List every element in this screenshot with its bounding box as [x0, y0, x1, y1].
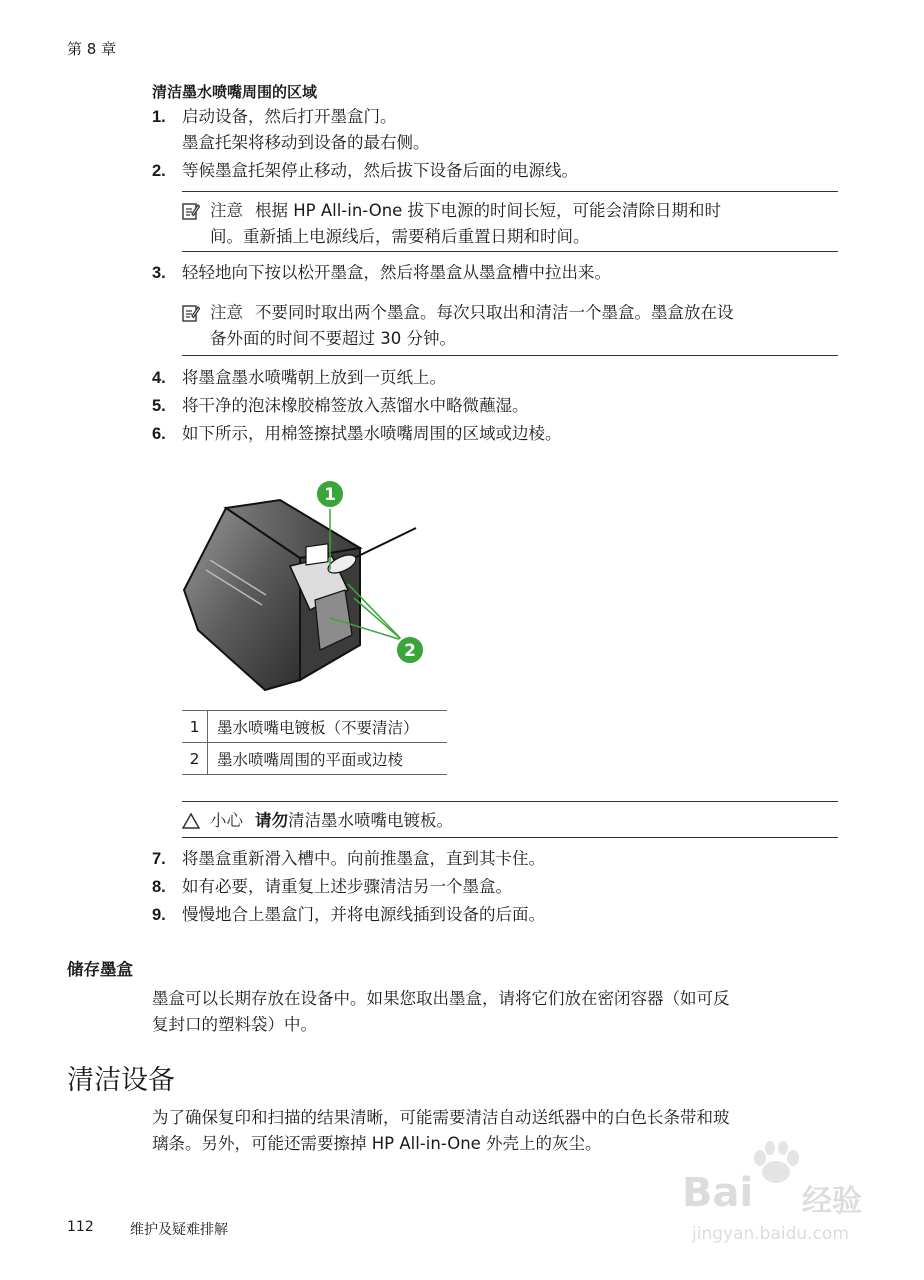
- callout-text: 墨水喷嘴电镀板（不要清洁）: [208, 711, 448, 743]
- subheading: 清洁墨水喷嘴周围的区域: [152, 83, 318, 101]
- callout-number: 2: [182, 743, 208, 775]
- step-9: [152, 902, 545, 928]
- clean-device-line-2: 璃条。另外，可能还需要擦掉 HP All-in-One 外壳上的灰尘。: [152, 1134, 602, 1153]
- clean-device-line-1: 为了确保复印和扫描的结果清晰，可能需要清洁自动送纸器中的白色长条带和玻: [152, 1108, 730, 1127]
- step-text: 等候墨盒托架停止移动，然后拔下设备后面的电源线。: [182, 161, 578, 180]
- baidu-watermark: [682, 1140, 872, 1250]
- callout-number: 1: [182, 711, 208, 743]
- storage-line-1: 墨盒可以长期存放在设备中。如果您取出墨盒，请将它们放在密闭容器（如可反: [152, 989, 730, 1008]
- note-text-line-2: 备外面的时间不要超过 30 分钟。: [210, 329, 456, 348]
- callout-table: [182, 710, 447, 775]
- svg-text:2: 2: [404, 641, 416, 661]
- step-text: 如有必要，请重复上述步骤清洁另一个墨盒。: [182, 877, 512, 896]
- step-number: 8.: [152, 878, 166, 896]
- step-number: 4.: [152, 369, 166, 387]
- step-number: 7.: [152, 850, 166, 868]
- step-text: 如下所示，用棉签擦拭墨水喷嘴周围的区域或边棱。: [182, 424, 562, 443]
- step-number: 5.: [152, 397, 166, 415]
- step-2: [152, 158, 578, 184]
- note-label: 注意: [210, 303, 243, 322]
- step-7: [152, 846, 545, 872]
- note-rule-bottom: [182, 251, 838, 252]
- note-rule-top: [182, 191, 838, 192]
- step-number: 1.: [152, 108, 166, 126]
- paw-logo-icon: [750, 1140, 802, 1186]
- step-5: [152, 393, 529, 419]
- caution-rule-top: [182, 801, 838, 802]
- step-number: 3.: [152, 264, 166, 282]
- step-text: 将干净的泡沫橡胶棉签放入蒸馏水中略微蘸湿。: [182, 396, 529, 415]
- chapter-label: 第 8 章: [67, 40, 117, 58]
- storage-line-2: 复封口的塑料袋）中。: [152, 1015, 317, 1034]
- clean-device-heading: 清洁设备: [67, 1065, 175, 1096]
- page-number: 112: [67, 1219, 94, 1235]
- caution: [182, 808, 838, 834]
- step-text: 轻轻地向下按以松开墨盒，然后将墨盒从墨盒槽中拉出来。: [182, 263, 611, 282]
- step-number: 2.: [152, 162, 166, 180]
- note-1: [182, 198, 838, 250]
- callout-row: [182, 711, 447, 743]
- watermark-url: jingyan.baidu.com: [692, 1224, 849, 1244]
- caution-label: 小心: [210, 811, 243, 830]
- step-8: [152, 874, 512, 900]
- step-1-continuation: 墨盒托架将移动到设备的最右侧。: [182, 133, 430, 152]
- storage-heading: 储存墨盒: [67, 960, 133, 979]
- step-text: 将墨盒重新滑入槽中。向前推墨盒，直到其卡住。: [182, 849, 545, 868]
- callout-row: [182, 743, 447, 775]
- watermark-brand: Bai: [682, 1170, 754, 1216]
- step-6: [152, 421, 562, 447]
- step-text: 启动设备，然后打开墨盒门。: [182, 107, 397, 126]
- step-1: [152, 104, 397, 130]
- svg-text:1: 1: [324, 485, 336, 505]
- footer-title: 维护及疑难排解: [130, 1222, 228, 1238]
- step-number: 6.: [152, 425, 166, 443]
- note-text-line-2: 间。重新插上电源线后，需要稍后重置日期和时间。: [210, 227, 590, 246]
- note-rule-bottom: [182, 355, 838, 356]
- note-label: 注意: [210, 201, 243, 220]
- callout-text: 墨水喷嘴周围的平面或边棱: [208, 743, 448, 775]
- caution-text: 清洁墨水喷嘴电镀板。: [288, 811, 453, 830]
- step-number: 9.: [152, 906, 166, 924]
- ink-cartridge-illustration: [170, 470, 450, 695]
- watermark-brand-suffix: 经验: [802, 1184, 862, 1219]
- warning-triangle-icon: [182, 812, 200, 830]
- note-icon: [182, 202, 200, 220]
- note-2: [182, 300, 838, 352]
- note-text-line-1: 根据 HP All-in-One 拔下电源的时间长短，可能会清除日期和时: [255, 201, 722, 220]
- note-icon: [182, 304, 200, 322]
- step-3: [152, 260, 611, 286]
- caution-rule-bottom: [182, 837, 838, 838]
- step-4: [152, 365, 446, 391]
- step-text: 慢慢地合上墨盒门，并将电源线插到设备的后面。: [182, 905, 545, 924]
- step-text: 将墨盒墨水喷嘴朝上放到一页纸上。: [182, 368, 446, 387]
- storage-paragraph: [152, 986, 842, 1038]
- note-text-line-1: 不要同时取出两个墨盒。每次只取出和清洁一个墨盒。墨盒放在设: [255, 303, 734, 322]
- caution-emphasis: 请勿: [255, 811, 288, 830]
